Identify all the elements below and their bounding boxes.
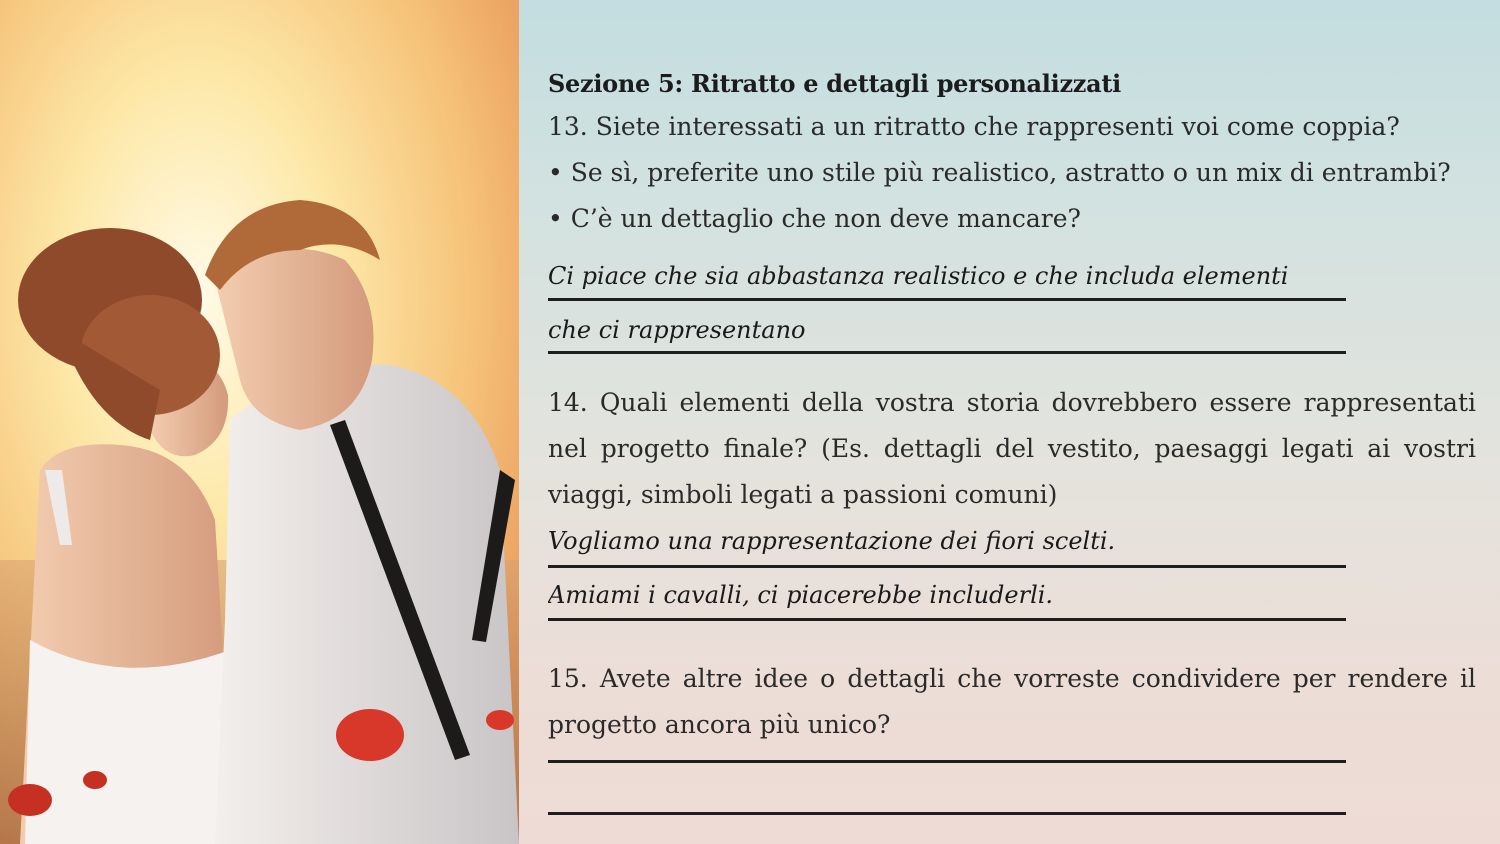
answer-13-line-1[interactable]: Ci piace che sia abbastanza realistico e che includa elementi: [548, 262, 1289, 290]
answer-line-rule: [548, 760, 1346, 763]
answer-line-rule: [548, 565, 1346, 568]
question-15: 15. Avete altre idee o dettagli che vorreste condividere per rendere il progetto ancora più unico?: [548, 664, 1476, 739]
answer-13-line-2[interactable]: che ci rappresentano: [548, 316, 806, 344]
question-13-bullet-detail: • C’è un dettaglio che non deve mancare?: [548, 204, 1081, 233]
answer-line-rule: [548, 298, 1346, 301]
answer-line-rule: [548, 618, 1346, 621]
question-14: 14. Quali elementi della vostra storia dovrebbero essere rappresentati nel progetto finale? (Es. dettagli del vestito, paesaggi legati ai vostri viaggi, simboli legati a passioni comuni): [548, 388, 1476, 509]
answer-line-rule: [548, 351, 1346, 354]
couple-photo: [0, 0, 519, 844]
answer-14-line-1[interactable]: Vogliamo una rappresentazione dei fiori scelti.: [548, 527, 1116, 555]
question-13: 13. Siete interessati a un ritratto che rappresenti voi come coppia?: [548, 112, 1400, 141]
answer-line-rule: [548, 812, 1346, 815]
question-13-bullet-style: • Se sì, preferite uno stile più realistico, astratto o un mix di entrambi?: [548, 158, 1451, 187]
section-title: Sezione 5: Ritratto e dettagli personalizzati: [548, 69, 1121, 98]
answer-14-line-2[interactable]: Amiami i cavalli, ci piacerebbe includerli.: [548, 581, 1054, 609]
